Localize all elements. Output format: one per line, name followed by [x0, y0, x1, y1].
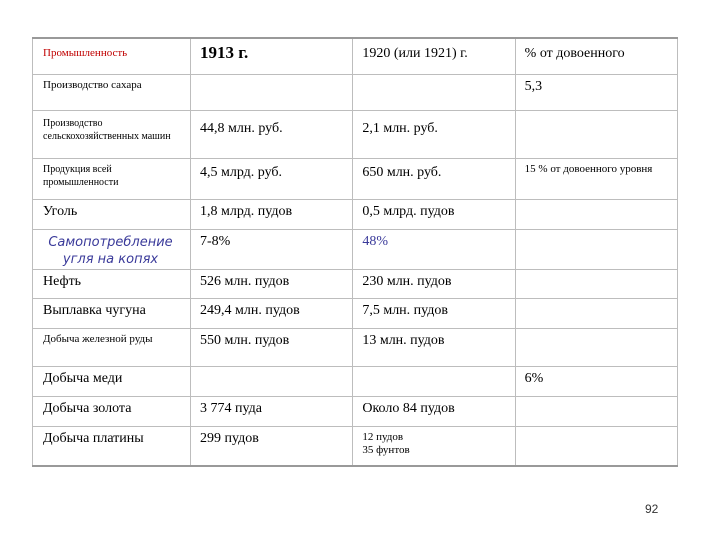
page-number: 92: [645, 502, 659, 516]
table-header-row: [33, 38, 678, 74]
table-cell: [515, 199, 677, 229]
table-cell: [515, 269, 677, 298]
table-cell: 5,3: [515, 74, 677, 110]
table-cell: [515, 328, 677, 366]
table-cell: [515, 229, 677, 269]
header-cell: Промышленность: [33, 38, 191, 74]
table-row: [33, 396, 678, 426]
table-row: [33, 298, 678, 328]
table-row: [33, 110, 678, 158]
table-cell: Около 84 пудов: [353, 396, 515, 426]
table-cell: 6%: [515, 366, 677, 396]
table-row: [33, 328, 678, 366]
table-cell: [353, 74, 515, 110]
table-cell: 550 млн. пудов: [191, 328, 353, 366]
table-cell: [191, 74, 353, 110]
table-row: [33, 366, 678, 396]
table-row: [33, 426, 678, 466]
table-cell: 230 млн. пудов: [353, 269, 515, 298]
table-cell: 44,8 млн. руб.: [191, 110, 353, 158]
table-row: [33, 158, 678, 199]
table-cell: 0,5 млрд. пудов: [353, 199, 515, 229]
table-cell: Добыча золота: [33, 396, 191, 426]
industry-table: [32, 37, 678, 467]
table-cell: Самопотребление угля на копях: [33, 229, 191, 269]
table-cell: 7-8%: [191, 229, 353, 269]
header-cell: % от довоенного: [515, 38, 677, 74]
table-cell: Уголь: [33, 199, 191, 229]
header-cell: 1920 (или 1921) г.: [353, 38, 515, 74]
table-cell: Выплавка чугуна: [33, 298, 191, 328]
table-cell: 526 млн. пудов: [191, 269, 353, 298]
table-cell: 13 млн. пудов: [353, 328, 515, 366]
table-cell: Добыча железной руды: [33, 328, 191, 366]
table-cell: 2,1 млн. руб.: [353, 110, 515, 158]
table-cell: Добыча платины: [33, 426, 191, 466]
table-cell: [515, 426, 677, 466]
table-cell: Производство сельскохозяйственных машин: [33, 110, 191, 158]
header-cell: 1913 г.: [191, 38, 353, 74]
table-cell: 48%: [353, 229, 515, 269]
table-cell: Добыча меди: [33, 366, 191, 396]
table-cell: 249,4 млн. пудов: [191, 298, 353, 328]
platinum-1920-line1: 12 пудов: [362, 430, 404, 443]
table-cell: 299 пудов: [191, 426, 353, 466]
table-cell: [191, 366, 353, 396]
table-cell: 3 774 пуда: [191, 396, 353, 426]
table-cell: 7,5 млн. пудов: [353, 298, 515, 328]
table-cell: Нефть: [33, 269, 191, 298]
table-cell: 15 % от довоенного уровня: [515, 158, 677, 199]
table-cell: [353, 426, 515, 466]
table-row: [33, 74, 678, 110]
table-cell: Производство сахара: [33, 74, 191, 110]
table-row: [33, 229, 678, 269]
table-cell: [515, 396, 677, 426]
table-cell: 650 млн. руб.: [353, 158, 515, 199]
table-cell: 1,8 млрд. пудов: [191, 199, 353, 229]
table-cell: [515, 110, 677, 158]
platinum-1920-line2: 35 фунтов: [362, 443, 410, 456]
table-cell: Продукция всей промышленности: [33, 158, 191, 199]
table-row: [33, 269, 678, 298]
table-cell: [515, 298, 677, 328]
table-row: [33, 199, 678, 229]
table-cell: [353, 366, 515, 396]
table-cell: 4,5 млрд. руб.: [191, 158, 353, 199]
